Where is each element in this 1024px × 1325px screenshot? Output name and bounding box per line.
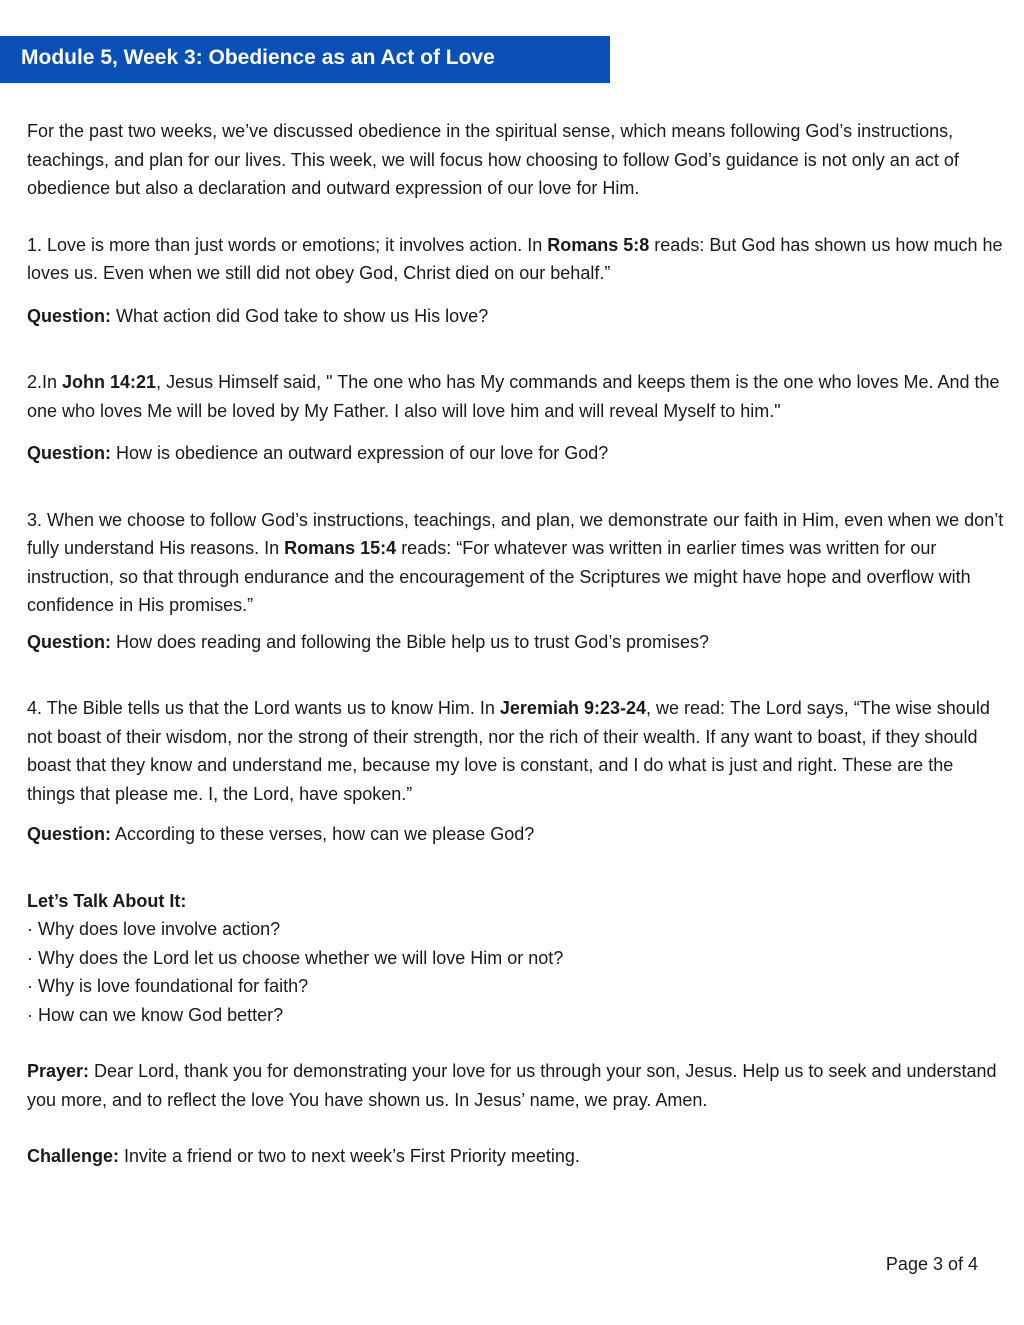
challenge-paragraph: Challenge: Invite a friend or two to next week’s First Priority meeting.	[27, 1146, 580, 1166]
scripture-reference: Jeremiah 9:23-24	[499, 698, 646, 718]
list-item: · Why does the Lord let us choose whether we will love Him or not?	[27, 944, 1005, 973]
scripture-reference: John 14:21	[62, 372, 157, 392]
page-title: Module 5, Week 3: Obedience as an Act of Love	[21, 46, 495, 69]
list-item: · Why does love involve action?	[27, 915, 1005, 944]
list-item: · How can we know God better?	[27, 1001, 1005, 1030]
point-4: 4. The Bible tells us that the Lord wants us to know Him. In Jeremiah 9:23-24, we read: The Lord says, “The wise should not boast of their wisdom, nor the strong of their strength, nor the rich of their wealth. If any want to boast, if they should boast that they know and understand me, because my love is constant, and I do what is just and right. These are the things that please me. I, the Lord, have spoken.”	[27, 698, 990, 804]
prayer-label: Prayer:	[27, 1061, 90, 1081]
question-3: Question: How does reading and following the Bible help us to trust God’s promises?	[27, 631, 710, 652]
scripture-reference: Romans 5:8	[547, 234, 650, 255]
question-1: Question: What action did God take to show us His love?	[27, 305, 489, 326]
header-bar	[0, 36, 610, 83]
point-1: 1. Love is more than just words or emotions; it involves action. In Romans 5:8 reads: But God has shown us how much he loves us. Even when we still did not obey God, Christ died on our behalf.”	[27, 234, 1003, 283]
list-item: · Why is love foundational for faith?	[27, 972, 1005, 1001]
question-2: Question: How is obedience an outward expression of our love for God?	[27, 443, 609, 463]
page-number: Page 3 of 4	[885, 1254, 978, 1274]
intro-paragraph: For the past two weeks, we’ve discussed obedience in the spiritual sense, which means following God’s instructions, teachings, and plan for our lives. This week, we will focus how choosing to follow God’s guidance is not only an act of obedience but also a declaration and outward expression of our love for Him.	[27, 121, 959, 198]
talk-list	[27, 915, 1005, 1029]
scripture-reference: Romans 15:4	[284, 538, 397, 558]
challenge-label: Challenge:	[27, 1146, 120, 1166]
question-label: Question:	[27, 443, 111, 463]
question-4: Question: According to these verses, how can we please God?	[27, 824, 535, 844]
question-label: Question:	[27, 305, 111, 326]
document-body	[27, 117, 1005, 1171]
prayer-paragraph: Prayer: Dear Lord, thank you for demonstrating your love for us through your son, Jesus. Help us to seek and understand you more, and to reflect the love You have shown us. In Jesus’ name, we pray. Amen.	[27, 1061, 997, 1110]
question-label: Question:	[27, 631, 111, 652]
point-3: 3. When we choose to follow God’s instructions, teachings, and plan, we demonstrate our faith in Him, even when we don’t fully understand His reasons. In Romans 15:4 reads: “For whatever was written in earlier times was written for our instruction, so that through endurance and the encouragement of the Scriptures we might have hope and overflow with confidence in His promises.”	[27, 509, 1004, 615]
talk-heading: Let’s Talk About It:	[27, 890, 187, 911]
question-label: Question:	[27, 824, 111, 844]
point-2: 2.In John 14:21, Jesus Himself said, " The one who has My commands and keeps them is the one who loves Me. And the one who loves Me will be loved by My Father. I also will love him and will reveal Myself to him."	[27, 372, 1000, 421]
